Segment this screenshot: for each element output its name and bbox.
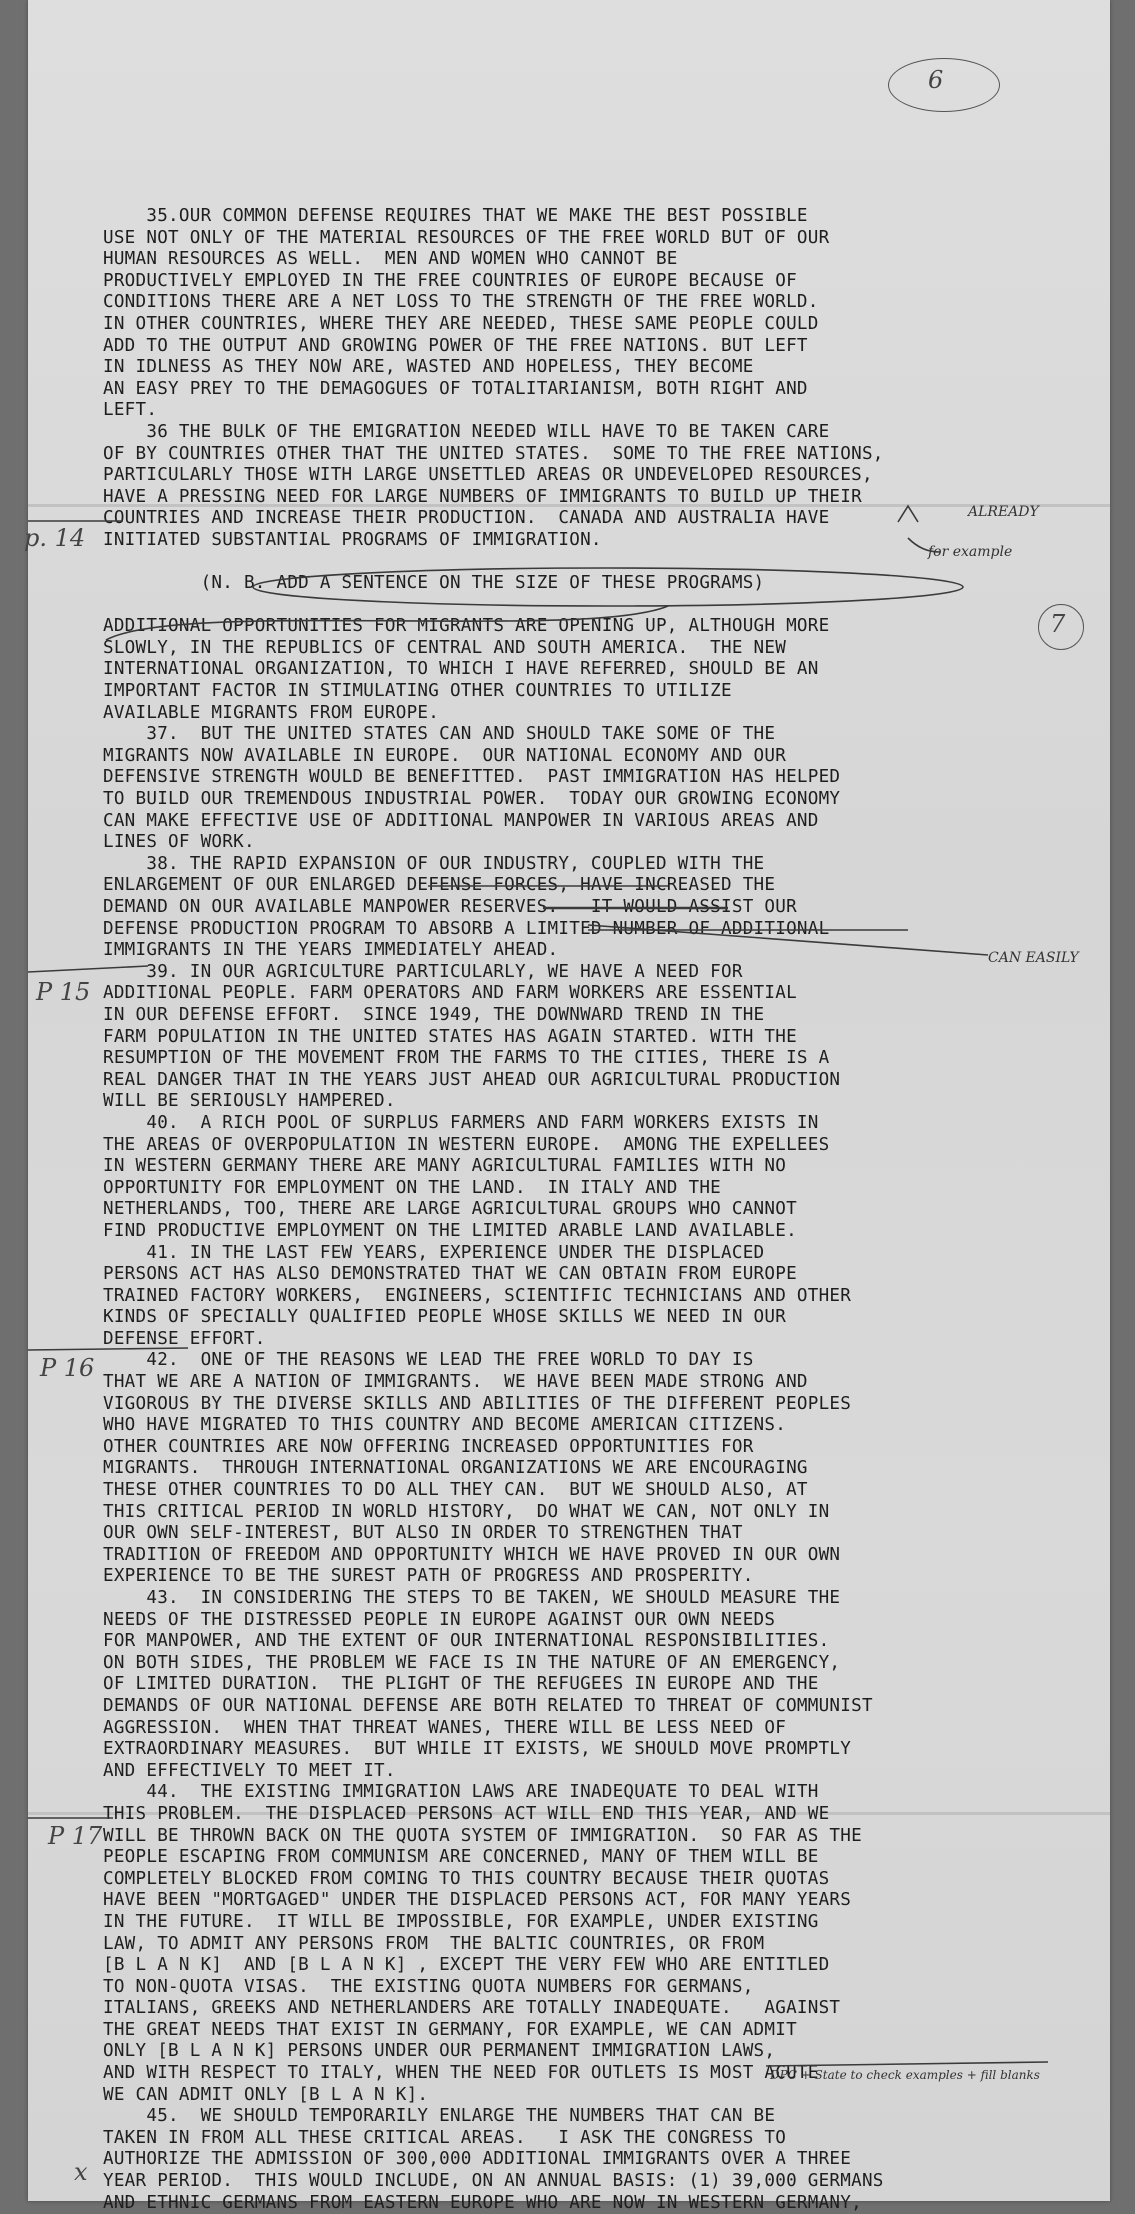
paragraph — [103, 962, 1103, 1113]
text-line: 44. THE EXISTING IMMIGRATION LAWS ARE INADEQUATE TO DEAL WITH — [103, 1782, 819, 1803]
text-line: DEMANDS OF OUR NATIONAL DEFENSE ARE BOTH RELATED TO THREAT OF COMMUNIST — [103, 1695, 873, 1716]
text-line: NEEDS OF THE DISTRESSED PEOPLE IN EUROPE AGAINST OUR OWN NEEDS — [103, 1609, 776, 1630]
text-line: 41. IN THE LAST FEW YEARS, EXPERIENCE UNDER THE DISPLACED — [103, 1242, 765, 1263]
document-page — [24, 0, 1110, 2213]
paragraph — [103, 616, 1103, 724]
text-line: 42. ONE OF THE REASONS WE LEAD THE FREE WORLD TO DAY IS — [103, 1350, 754, 1371]
text-line: AND WITH RESPECT TO ITALY, WHEN THE NEED FOR OUTLETS IS MOST ACUTE — [103, 2063, 819, 2084]
text-line: LAW, TO ADMIT ANY PERSONS FROM THE BALTIC COUNTRIES, OR FROM — [103, 1933, 765, 1954]
paragraph — [103, 1243, 1103, 1351]
text-line: OF LIMITED DURATION. THE PLIGHT OF THE REFUGEES IN EUROPE AND THE — [103, 1674, 819, 1695]
text-line: 43. IN CONSIDERING THE STEPS TO BE TAKEN, WE SHOULD MEASURE THE — [103, 1588, 841, 1608]
paragraph — [103, 422, 1103, 552]
text-line: THE GREAT NEEDS THAT EXIST IN GERMANY, FOR EXAMPLE, WE CAN ADMIT — [103, 2019, 797, 2040]
page-number-circled: 6 — [928, 66, 944, 94]
text-line: AND ETHNIC GERMANS FROM EASTERN EUROPE WHO ARE NOW IN WESTERN GERMANY, — [103, 2192, 862, 2213]
text-line: LINES OF WORK. — [103, 832, 255, 853]
text-line: MIGRANTS. THROUGH INTERNATIONAL ORGANIZATIONS WE ARE ENCOURAGING — [103, 1458, 808, 1479]
text-line: 45. WE SHOULD TEMPORARILY ENLARGE THE NUMBERS THAT CAN BE — [103, 2106, 776, 2127]
insert-for-example: for example — [928, 544, 1013, 560]
text-line: CONDITIONS THERE ARE A NET LOSS TO THE STRENGTH OF THE FREE WORLD. — [103, 292, 819, 313]
text-line: WILL BE SERIOUSLY HAMPERED. — [103, 1091, 396, 1112]
text-line: [B L A N K] AND [B L A N K] , EXCEPT THE VERY FEW WHO ARE ENTITLED — [103, 1955, 830, 1976]
text-line: RESUMPTION OF THE MOVEMENT FROM THE FARMS TO THE CITIES, THERE IS A — [103, 1048, 830, 1069]
text-line: WHO HAVE MIGRATED TO THIS COUNTRY AND BECOME AMERICAN CITIZENS. — [103, 1415, 787, 1436]
margin-page-14: p. 14 — [24, 524, 86, 552]
text-line: AGGRESSION. WHEN THAT THREAT WANES, THERE WILL BE LESS NEED OF — [103, 1717, 787, 1738]
text-line: INTERNATIONAL ORGANIZATION, TO WHICH I HAVE REFERRED, SHOULD BE AN — [103, 659, 819, 680]
text-line: (N. B. ADD A SENTENCE ON THE SIZE OF THESE PROGRAMS) — [103, 573, 765, 594]
text-line: FARM POPULATION IN THE UNITED STATES HAS AGAIN STARTED. WITH THE — [103, 1026, 797, 1047]
text-line: OTHER COUNTRIES ARE NOW OFFERING INCREASED OPPORTUNITIES FOR — [103, 1436, 754, 1457]
text-line: DEFENSE PRODUCTION PROGRAM TO ABSORB A LIMITED NUMBER OF ADDITIONAL — [103, 918, 830, 939]
text-line: PRODUCTIVELY EMPLOYED IN THE FREE COUNTRIES OF EUROPE BECAUSE OF — [103, 270, 797, 291]
text-line: CAN MAKE EFFECTIVE USE OF ADDITIONAL MANPOWER IN VARIOUS AREAS AND — [103, 810, 819, 831]
text-line: IN OTHER COUNTRIES, WHERE THEY ARE NEEDED, THESE SAME PEOPLE COULD — [103, 313, 819, 334]
text-line: FOR MANPOWER, AND THE EXTENT OF OUR INTERNATIONAL RESPONSIBILITIES. — [103, 1631, 830, 1652]
text-line: THESE OTHER COUNTRIES TO DO ALL THEY CAN. BUT WE SHOULD ALSO, AT — [103, 1480, 808, 1501]
text-line: EXPERIENCE TO BE THE SUREST PATH OF PROGRESS AND PROSPERITY. — [103, 1566, 754, 1587]
text-line: AN EASY PREY TO THE DEMAGOGUES OF TOTALITARIANISM, BOTH RIGHT AND — [103, 378, 808, 399]
text-line: ONLY [B L A N K] PERSONS UNDER OUR PERMANENT IMMIGRATION LAWS, — [103, 2041, 776, 2062]
text-line: DEFENSE EFFORT. — [103, 1328, 266, 1349]
text-line: AVAILABLE MIGRANTS FROM EUROPE. — [103, 702, 440, 723]
text-line: ADD TO THE OUTPUT AND GROWING POWER OF THE FREE NATIONS. BUT LEFT — [103, 335, 808, 356]
text-line: WE CAN ADMIT ONLY [B L A N K]. — [103, 2084, 429, 2105]
text-line: 39. IN OUR AGRICULTURE PARTICULARLY, WE HAVE A NEED FOR — [103, 961, 743, 982]
insert-can-easily: CAN EASILY — [988, 950, 1079, 966]
text-line: COUNTRIES AND INCREASE THEIR PRODUCTION. CANADA AND AUSTRALIA HAVE — [103, 508, 830, 529]
text-line: PERSONS ACT HAS ALSO DEMONSTRATED THAT WE CAN OBTAIN FROM EUROPE — [103, 1264, 797, 1285]
insert-already: ALREADY — [968, 504, 1039, 520]
paragraph — [103, 552, 1103, 617]
text-line: ON BOTH SIDES, THE PROBLEM WE FACE IS IN THE NATURE OF AN EMERGENCY, — [103, 1652, 841, 1673]
text-line: 36 THE BULK OF THE EMIGRATION NEEDED WILL HAVE TO BE TAKEN CARE — [103, 421, 830, 442]
text-line: EXTRAORDINARY MEASURES. BUT WHILE IT EXISTS, WE SHOULD MOVE PROMPTLY — [103, 1739, 852, 1760]
text-line: TO NON-QUOTA VISAS. THE EXISTING QUOTA NUMBERS FOR GERMANS, — [103, 1976, 754, 1997]
text-line — [103, 595, 1103, 617]
text-line: OF BY COUNTRIES OTHER THAT THE UNITED STATES. SOME TO THE FREE NATIONS, — [103, 443, 884, 464]
text-line: 37. BUT THE UNITED STATES CAN AND SHOULD TAKE SOME OF THE — [103, 724, 776, 745]
text-line: THIS PROBLEM. THE DISPLACED PERSONS ACT WILL END THIS YEAR, AND WE — [103, 1803, 830, 1824]
margin-page-17: P 17 — [48, 1822, 103, 1850]
text-line: DEMAND ON OUR AVAILABLE MANPOWER RESERVES. IT WOULD ASSIST OUR — [103, 897, 797, 917]
paragraph — [103, 1350, 1103, 1588]
paragraph — [103, 1113, 1103, 1243]
text-line: PEOPLE ESCAPING FROM COMMUNISM ARE CONCERNED, MANY OF THEM WILL BE — [103, 1847, 819, 1868]
text-line: OPPORTUNITY FOR EMPLOYMENT ON THE LAND. IN ITALY AND THE — [103, 1177, 722, 1198]
margin-page-15: P 15 — [36, 978, 91, 1006]
text-line: ADDITIONAL OPPORTUNITIES FOR MIGRANTS ARE OPENING UP, ALTHOUGH MORE — [103, 616, 830, 637]
margin-page-16: P 16 — [40, 1354, 95, 1382]
text-line: DEFENSIVE STRENGTH WOULD BE BENEFITTED. PAST IMMIGRATION HAS HELPED — [103, 767, 841, 788]
paragraph — [103, 854, 1103, 962]
text-line: SLOWLY, IN THE REPUBLICS OF CENTRAL AND SOUTH AMERICA. THE NEW — [103, 637, 787, 658]
text-line: HUMAN RESOURCES AS WELL. MEN AND WOMEN WHO CANNOT BE — [103, 249, 678, 270]
text-line: FIND PRODUCTIVE EMPLOYMENT ON THE LIMITED ARABLE LAND AVAILABLE. — [103, 1220, 797, 1241]
paragraph — [103, 1782, 1103, 2106]
page-number-circle — [888, 58, 1000, 112]
margin-x: x — [74, 2158, 88, 2186]
text-line: 40. A RICH POOL OF SURPLUS FARMERS AND FARM WORKERS EXISTS IN — [103, 1112, 819, 1133]
text-line: IN THE FUTURE. IT WILL BE IMPOSSIBLE, FOR EXAMPLE, UNDER EXISTING — [103, 1911, 819, 1932]
text-line: 35.OUR COMMON DEFENSE REQUIRES THAT WE MAKE THE BEST POSSIBLE — [103, 206, 808, 226]
text-line: USE NOT ONLY OF THE MATERIAL RESOURCES OF THE FREE WORLD BUT OF OUR — [103, 227, 830, 248]
bracket-note: DPC + State to check examples + fill blanks — [770, 2068, 1040, 2082]
text-line: MIGRANTS NOW AVAILABLE IN EUROPE. OUR NATIONAL ECONOMY AND OUR — [103, 745, 787, 766]
text-line: IN OUR DEFENSE EFFORT. SINCE 1949, THE DOWNWARD TREND IN THE — [103, 1004, 765, 1025]
text-line: TRADITION OF FREEDOM AND OPPORTUNITY WHICH WE HAVE PROVED IN OUR OWN — [103, 1544, 841, 1565]
text-line: YEAR PERIOD. THIS WOULD INCLUDE, ON AN ANNUAL BASIS: (1) 39,000 GERMANS — [103, 2171, 884, 2192]
text-line: COMPLETELY BLOCKED FROM COMING TO THIS COUNTRY BECAUSE THEIR QUOTAS — [103, 1868, 830, 1889]
text-line: ADDITIONAL PEOPLE. FARM OPERATORS AND FARM WORKERS ARE ESSENTIAL — [103, 983, 797, 1004]
text-line: IN IDLNESS AS THEY NOW ARE, WASTED AND HOPELESS, THEY BECOME — [103, 357, 754, 378]
text-line: ITALIANS, GREEKS AND NETHERLANDERS ARE TOTALLY INADEQUATE. AGAINST — [103, 1998, 841, 2019]
paragraph — [103, 2106, 1103, 2214]
paragraph — [103, 206, 1103, 422]
text-line: HAVE A PRESSING NEED FOR LARGE NUMBERS OF IMMIGRANTS TO BUILD UP THEIR — [103, 486, 862, 507]
text-line: NETHERLANDS, TOO, THERE ARE LARGE AGRICULTURAL GROUPS WHO CANNOT — [103, 1199, 797, 1220]
text-line: AND EFFECTIVELY TO MEET IT. — [103, 1760, 396, 1781]
text-line: IN WESTERN GERMANY THERE ARE MANY AGRICULTURAL FAMILIES WITH NO — [103, 1156, 787, 1177]
text-line: ENLARGEMENT OF OUR ENLARGED DEFENSE FORCES, HAVE INCREASED THE — [103, 875, 776, 896]
document-body — [103, 206, 1103, 2214]
text-line: HAVE BEEN "MORTGAGED" UNDER THE DISPLACED PERSONS ACT, FOR MANY YEARS — [103, 1890, 852, 1911]
text-line: PARTICULARLY THOSE WITH LARGE UNSETTLED AREAS OR UNDEVELOPED RESOURCES, — [103, 465, 873, 486]
paragraph — [103, 724, 1103, 854]
text-line: THE AREAS OF OVERPOPULATION IN WESTERN EUROPE. AMONG THE EXPELLEES — [103, 1134, 830, 1155]
text-line: TAKEN IN FROM ALL THESE CRITICAL AREAS. I ASK THE CONGRESS TO — [103, 2127, 787, 2148]
text-line: THIS CRITICAL PERIOD IN WORLD HISTORY, DO WHAT WE CAN, NOT ONLY IN — [103, 1501, 830, 1522]
text-line: REAL DANGER THAT IN THE YEARS JUST AHEAD OUR AGRICULTURAL PRODUCTION — [103, 1069, 841, 1090]
text-line: 38. THE RAPID EXPANSION OF OUR INDUSTRY, COUPLED WITH THE — [103, 853, 765, 874]
text-line: THAT WE ARE A NATION OF IMMIGRANTS. WE HAVE BEEN MADE STRONG AND — [103, 1372, 808, 1393]
text-line: VIGOROUS BY THE DIVERSE SKILLS AND ABILITIES OF THE DIFFERENT PEOPLES — [103, 1393, 852, 1414]
text-line: TO BUILD OUR TREMENDOUS INDUSTRIAL POWER. TODAY OUR GROWING ECONOMY — [103, 789, 841, 810]
text-line: IMPORTANT FACTOR IN STIMULATING OTHER COUNTRIES TO UTILIZE — [103, 681, 732, 702]
text-line: LEFT. — [103, 400, 158, 421]
text-line: OUR OWN SELF-INTEREST, BUT ALSO IN ORDER TO STRENGTHEN THAT — [103, 1523, 743, 1544]
text-line: INITIATED SUBSTANTIAL PROGRAMS OF IMMIGRATION. — [103, 529, 602, 550]
text-line: AUTHORIZE THE ADMISSION OF 300,000 ADDITIONAL IMMIGRANTS OVER A THREE — [103, 2149, 852, 2170]
page-number-right: 7 — [1050, 610, 1066, 638]
paragraph — [103, 1588, 1103, 1782]
text-line: WILL BE THROWN BACK ON THE QUOTA SYSTEM OF IMMIGRATION. SO FAR AS THE — [103, 1825, 862, 1846]
text-line: TRAINED FACTORY WORKERS, ENGINEERS, SCIENTIFIC TECHNICIANS AND OTHER — [103, 1285, 852, 1306]
text-line: IMMIGRANTS IN THE YEARS IMMEDIATELY AHEAD. — [103, 940, 559, 961]
text-line: KINDS OF SPECIALLY QUALIFIED PEOPLE WHOSE SKILLS WE NEED IN OUR — [103, 1307, 787, 1328]
